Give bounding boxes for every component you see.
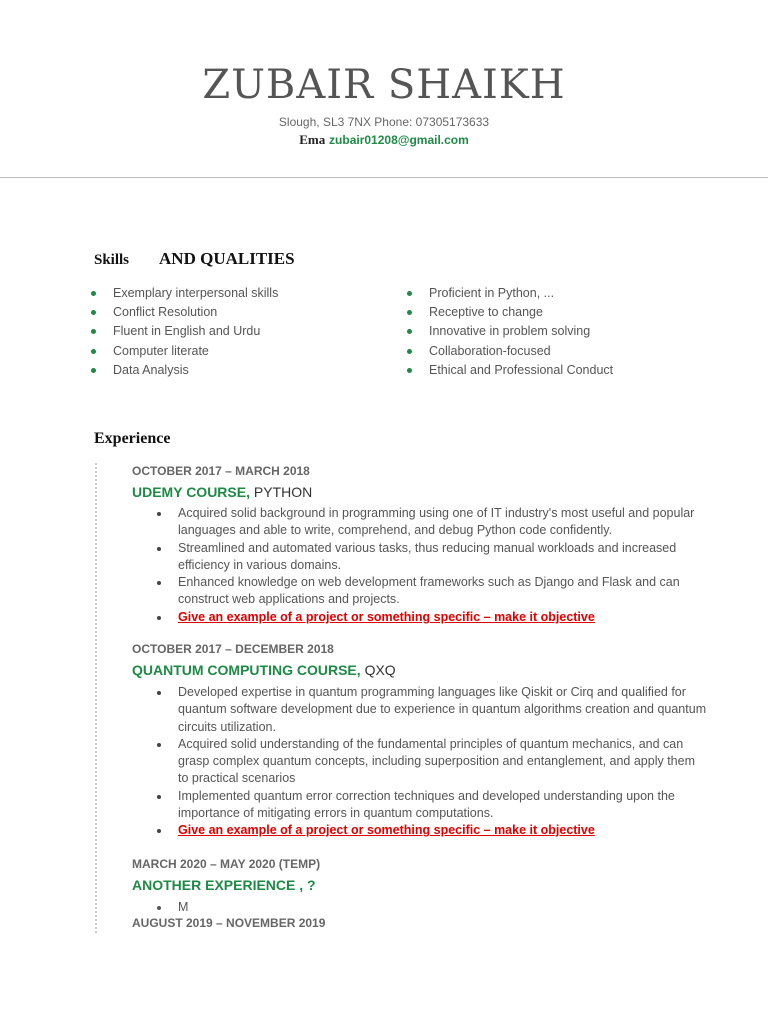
bullet-icon xyxy=(407,329,412,334)
entry-title: ANOTHER EXPERIENCE , ? xyxy=(132,877,316,893)
bullet-icon xyxy=(91,329,96,334)
skill-item xyxy=(91,323,278,342)
skill-label: Collaboration-focused xyxy=(429,343,551,358)
entry-bullets xyxy=(132,684,708,840)
bullet-icon xyxy=(407,291,412,296)
email-link[interactable]: zubair01208@gmail.com xyxy=(329,133,469,147)
skill-label: Computer literate xyxy=(113,343,209,358)
bullet-icon xyxy=(91,291,96,296)
entry-org: PYTHON xyxy=(253,484,313,500)
bullet-icon xyxy=(157,581,161,585)
bullet-icon xyxy=(91,349,96,354)
bullet-icon xyxy=(157,795,161,799)
entry-bullet xyxy=(132,788,708,823)
note-text: Give an example of a project or something specific – make it objective xyxy=(178,823,595,838)
entry-bullets xyxy=(132,899,708,916)
email-line xyxy=(0,132,768,148)
contact-line: Slough, SL3 7NX Phone: 07305173633 xyxy=(278,115,490,129)
entry-date: OCTOBER 2017 – DECEMBER 2018 xyxy=(132,642,334,656)
entry-bullet xyxy=(132,736,708,788)
skills-list-left xyxy=(91,285,278,381)
skill-item xyxy=(91,304,278,323)
bullet-text: Enhanced knowledge on web development frameworks such as Django and Flask and can construct web applications and projects. xyxy=(178,575,680,607)
experience-entry xyxy=(132,856,708,916)
entry-bullet xyxy=(132,505,708,540)
bullet-text: Developed expertise in quantum programming languages like Qiskit or Cirq and qualified for quantum software development due to experience in quantum algorithms creation and quantum circuits utilization. xyxy=(178,685,707,734)
skills-list-right xyxy=(407,285,613,381)
entry-bullet xyxy=(132,540,708,575)
skill-label: Conflict Resolution xyxy=(113,305,218,320)
skill-item xyxy=(91,362,278,381)
bullet-icon xyxy=(157,691,161,695)
bullet-text: Implemented quantum error correction techniques and developed understanding upon the importance of mitigating errors in quantum computations. xyxy=(178,788,675,821)
skill-label: Data Analysis xyxy=(113,362,189,377)
bullet-icon xyxy=(157,829,161,833)
entry-date: AUGUST 2019 – NOVEMBER 2019 xyxy=(132,916,326,930)
skill-item xyxy=(407,343,613,362)
entry-bullet xyxy=(132,684,708,736)
entry-bullets xyxy=(132,505,708,626)
entry-note xyxy=(132,822,708,839)
email-label: Ema xyxy=(299,132,326,147)
skill-label: Innovative in problem solving xyxy=(429,324,591,339)
bullet-icon xyxy=(157,743,161,747)
bullet-icon xyxy=(157,616,161,620)
experience-entry xyxy=(132,641,708,840)
bullet-icon xyxy=(91,368,96,373)
skill-item xyxy=(407,285,613,304)
entry-title xyxy=(132,483,708,503)
entry-note xyxy=(132,609,708,626)
bullet-text: Acquired solid understanding of the fundamental principles of quantum mechanics, and can grasp complex quantum concepts, including superposition and entanglement, and apply them to practical scenarios xyxy=(178,736,695,786)
bullet-text: M xyxy=(178,900,189,914)
entry-role: UDEMY COURSE, xyxy=(132,484,250,500)
skill-item xyxy=(91,343,278,362)
candidate-name: ZUBAIR SHAIKH xyxy=(202,62,566,108)
bullet-icon xyxy=(157,547,161,551)
bullet-icon xyxy=(407,349,412,354)
entry-date: MARCH 2020 – MAY 2020 (TEMP) xyxy=(132,857,321,871)
experience-timeline-line xyxy=(95,463,97,933)
bullet-icon xyxy=(157,906,161,910)
skill-item xyxy=(91,285,278,304)
experience-entry xyxy=(132,915,708,935)
skill-item xyxy=(407,304,613,323)
skill-label: Receptive to change xyxy=(429,305,543,320)
note-text: Give an example of a project or something specific – make it objective xyxy=(178,609,595,624)
experience-entry xyxy=(132,463,708,626)
bullet-icon xyxy=(157,512,161,516)
entry-title xyxy=(132,661,708,681)
bullet-icon xyxy=(91,310,96,315)
experience-heading: Experience xyxy=(94,430,171,447)
skills-heading-part2: AND QUALITIES xyxy=(159,249,295,268)
entry-role: QUANTUM COMPUTING COURSE, xyxy=(132,662,361,678)
skill-label: Exemplary interpersonal skills xyxy=(113,286,279,300)
entry-bullet xyxy=(132,574,708,609)
bullet-icon xyxy=(407,310,412,315)
bullet-icon xyxy=(407,368,412,373)
entry-date: OCTOBER 2017 – MARCH 2018 xyxy=(132,464,310,478)
header-divider xyxy=(0,177,768,178)
skill-label: Proficient in Python, ... xyxy=(429,286,555,300)
skills-heading-part1: Skills xyxy=(94,252,130,268)
skill-item xyxy=(407,362,613,381)
entry-bullet xyxy=(132,899,708,916)
skill-label: Ethical and Professional Conduct xyxy=(429,362,614,377)
bullet-text: Acquired solid background in programming using one of IT industry's most useful and popular languages and able to write, comprehend, and debug Python code confidently. xyxy=(178,506,695,538)
skills-heading xyxy=(94,249,295,269)
bullet-text: Streamlined and automated various tasks, thus reducing manual workloads and increased efficiency in various domains. xyxy=(178,540,677,572)
skill-item xyxy=(407,323,613,342)
skill-label: Fluent in English and Urdu xyxy=(113,324,261,339)
entry-org: QXQ xyxy=(364,662,396,678)
